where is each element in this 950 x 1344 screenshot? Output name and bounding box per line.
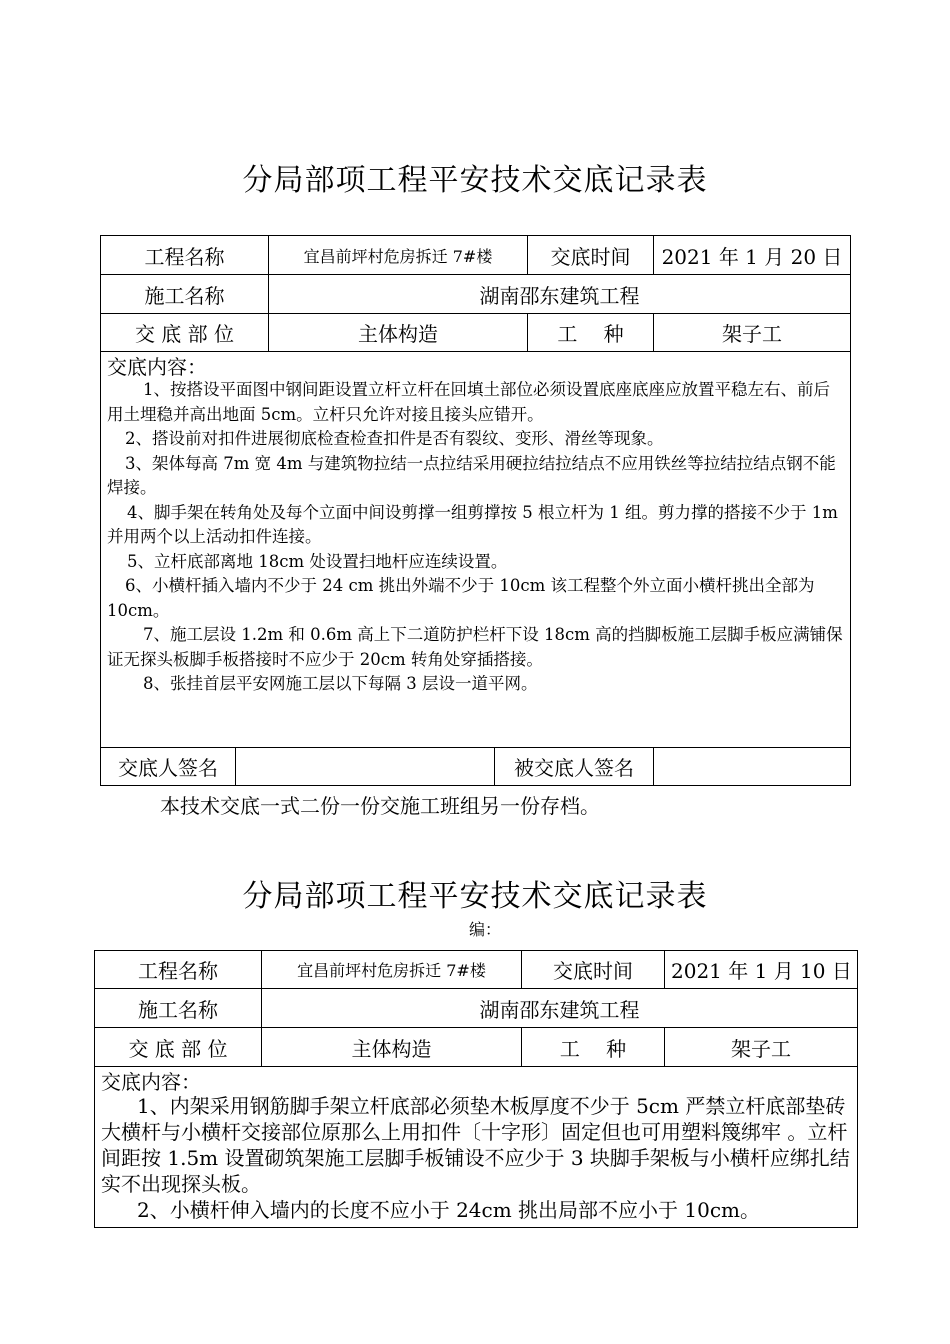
- doc2-record-table: [94, 950, 858, 1228]
- doc1-part-label: 交 底 部 位: [101, 314, 269, 352]
- doc2-trade-label: 工 种: [522, 1028, 665, 1067]
- doc1-item-7: 7、施工层设 1.2m 和 0.6m 高上下二道防护栏杆下设 18cm 高的挡脚板施工层脚手板应满铺保证无探头板脚手板搭接时不应少于 20cm 转角处穿插搭接。: [107, 625, 843, 669]
- doc1-sign-field: [236, 748, 495, 786]
- doc1-content-header: 交底内容：: [107, 355, 207, 379]
- doc2-project-label: 工程名称: [95, 951, 262, 989]
- doc1-item-4: 4、脚手架在转角处及每个立面中间设剪撑一组剪撑按 5 根立杆为 1 组。剪力撑的搭接不少于 1m 并用两个以上活动扣件连接。: [107, 502, 838, 546]
- doc1-trade-label: 工 种: [528, 314, 654, 352]
- doc1-time-label: 交底时间: [528, 236, 654, 275]
- doc2-construction-value: 湖南邵东建筑工程: [262, 989, 858, 1028]
- doc2-item-1: 1、内架采用钢筋脚手架立杆底部必须垫木板厚度不少于 5cm 严禁立杆底部垫砖大横杆与小横杆交接部位原那么上用扣件〔十字形〕固定但也可用塑料篾绑牢 。立杆间距按 1.5m 设置砌筑架施工层脚手板铺设不应少于 3 块脚手架板与小横杆应绑扎结实不出现探头板。: [101, 1094, 850, 1196]
- doc2-title: 分局部项工程平安技术交底记录表: [242, 879, 708, 914]
- doc2-part-value: 主体构造: [262, 1028, 522, 1067]
- doc1-item-8: 8、张挂首层平安网施工层以下每隔 3 层设一道平网。: [143, 674, 538, 693]
- doc2-part-label: 交 底 部 位: [95, 1028, 262, 1067]
- doc1-construction-value: 湖南邵东建筑工程: [269, 275, 851, 314]
- doc2-time-label: 交底时间: [522, 951, 665, 989]
- doc2-content-header: 交底内容：: [101, 1070, 201, 1094]
- doc1-project-label: 工程名称: [101, 236, 269, 275]
- doc2-project-value: 宜昌前坪村危房拆迁 7#楼: [262, 951, 522, 989]
- doc1-receiver-field: [654, 748, 851, 786]
- doc2-content-cell: [95, 1067, 858, 1228]
- doc1-item-5: 5、立杆底部离地 18cm 处设置扫地杆应连续设置。: [127, 551, 508, 571]
- doc2-trade-value: 架子工: [665, 1028, 858, 1067]
- doc2-subtitle: 编：: [468, 920, 501, 939]
- doc1-archive-note: 本技术交底一式二份一份交施工班组另一份存档。: [160, 794, 600, 818]
- doc1-sign-label: 交底人签名: [101, 748, 236, 786]
- doc1-content-cell: [101, 352, 851, 748]
- doc1-construction-label: 施工名称: [101, 275, 269, 314]
- doc1-receiver-label: 被交底人签名: [495, 748, 654, 786]
- doc1-item-6: 6、小横杆插入墙内不少于 24 cm 挑出外端不少于 10cm 该工程整个外立面小横杆挑出全部为 10cm。: [107, 576, 815, 620]
- doc2-time-value: 2021 年 1 月 10 日: [665, 951, 858, 989]
- doc2-item-2: 2、小横杆伸入墙内的长度不应小于 24cm 挑出局部不应小于 10cm。: [137, 1198, 761, 1222]
- doc1-title: 分局部项工程平安技术交底记录表: [242, 163, 708, 198]
- doc1-trade-value: 架子工: [654, 314, 851, 352]
- doc1-item-2: 2、搭设前对扣件进展彻底检查检查扣件是否有裂纹、变形、滑丝等现象。: [125, 429, 664, 448]
- doc1-record-table: [100, 235, 851, 786]
- doc1-part-value: 主体构造: [269, 314, 528, 352]
- doc1-item-3: 3、架体每高 7m 宽 4m 与建筑物拉结一点拉结采用硬拉结拉结点不应用铁丝等拉结拉结点钢不能焊接。: [107, 453, 836, 497]
- doc2-construction-label: 施工名称: [95, 989, 262, 1028]
- doc1-project-value: 宜昌前坪村危房拆迁 7#楼: [269, 236, 528, 275]
- doc1-item-1: 1、按搭设平面图中钢间距设置立杆立杆在回填土部位必须设置底座底座应放置平稳左右、前后用土埋稳并高出地面 5cm。立杆只允许对接且接头应错开。: [107, 380, 830, 424]
- doc1-time-value: 2021 年 1 月 20 日: [654, 236, 851, 275]
